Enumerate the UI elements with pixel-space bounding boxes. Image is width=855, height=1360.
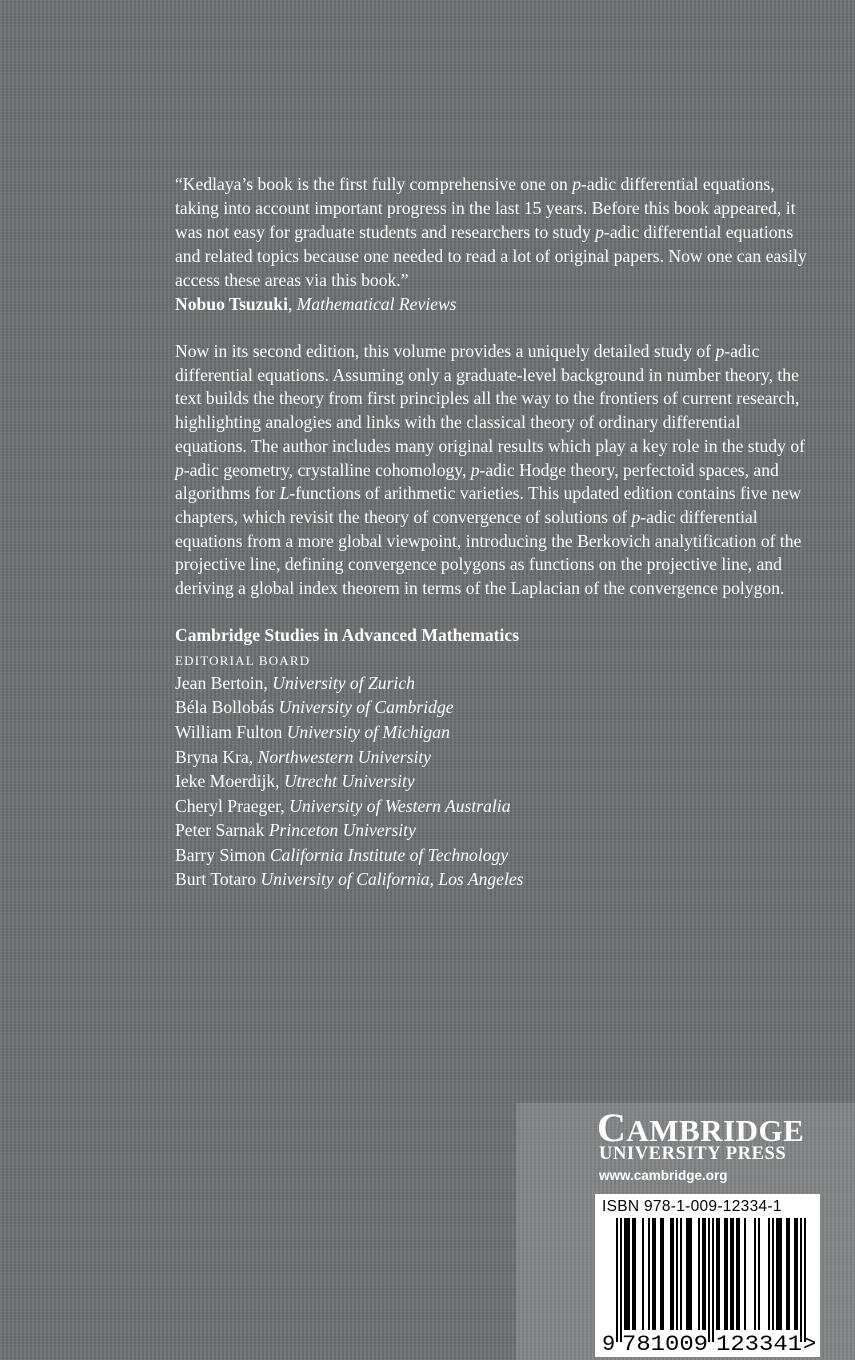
barcode-bar [768, 1218, 770, 1330]
barcode-bar [670, 1218, 672, 1330]
board-member: William Fulton University of Michigan [175, 721, 450, 742]
barcode-bar [620, 1218, 622, 1342]
isbn-label: ISBN 978-1-009-12334-1 [602, 1198, 782, 1215]
barcode-bar [628, 1218, 630, 1330]
barcode-bar [778, 1218, 780, 1330]
publisher-logo-name: CAMBRIDGE [597, 1105, 805, 1150]
barcode-bar [788, 1218, 790, 1330]
barcode-bar [654, 1218, 656, 1330]
barcode-bar [616, 1218, 618, 1342]
barcode-bar [786, 1218, 788, 1330]
barcode-bar [776, 1218, 778, 1330]
isbn-barcode [595, 1194, 820, 1357]
barcode-bar [662, 1218, 664, 1330]
barcode-bar [754, 1218, 756, 1330]
book-description: Now in its second edition, this volume provides a uniquely detailed study of p-adic differential equations. Assuming only a graduate-level background in number theory, the text builds the theory from first principles all the way to the frontiers of current research, highlighting analogies and links with the classical theory of ordinary differential equations. The author includes many original results which play a key role in the study of p-adic geometry, crystalline cohomology, p-adic Hodge theory, perfectoid spaces, and algorithms for L-functions of arithmetic varieties. This updated edition contains five new chapters, which revisit the theory of convergence of solutions of p-adic differential equations from a more global viewpoint, introducing the Berkovich analytification of the projective line, defining convergence polygons as functions on the projective line, and deriving a global index theorem in terms of the Laplacian of the convergence polygon. [175, 341, 805, 599]
barcode-bar [800, 1218, 802, 1342]
barcode-bar [736, 1218, 738, 1330]
barcode-bar [686, 1218, 688, 1330]
barcode-left-digits: 781009 [622, 1332, 708, 1357]
board-member: Barry Simon California Institute of Technology [175, 844, 509, 865]
editorial-board-list [175, 671, 815, 892]
back-cover-text [175, 172, 815, 892]
review-attribution: Nobuo Tsuzuki, Mathematical Reviews [175, 294, 457, 314]
barcode-lead-digit: 9 [602, 1332, 616, 1357]
barcode-bar [648, 1218, 650, 1330]
barcode-graphic [599, 1194, 819, 1357]
barcode-bar [716, 1218, 718, 1330]
barcode-bar [698, 1218, 700, 1330]
publisher-block [516, 1103, 855, 1360]
board-member: Peter Sarnak Princeton University [175, 820, 416, 841]
review-quote: “Kedlaya’s book is the first fully comprehensive one on p-adic differential equations, taking into account important progress in the last 15 years. Before this book appeared, it was not easy for graduate students and researchers to study p-adic differential equations and related topics because one needed to read a lot of original papers. Now one can easily access these areas via this book.” [175, 174, 807, 290]
barcode-bar [712, 1218, 714, 1342]
barcode-bar [688, 1218, 690, 1330]
barcode-bar [732, 1218, 734, 1330]
publisher-subtitle: UNIVERSITY PRESS [599, 1144, 787, 1164]
board-member: Béla Bollobás University of Cambridge [175, 697, 454, 718]
barcode-bar [772, 1218, 774, 1330]
barcode-bar [726, 1218, 728, 1330]
board-member: Burt Totaro University of California, Los Angeles [175, 869, 524, 890]
barcode-bar [708, 1218, 710, 1342]
barcode-bar [634, 1218, 636, 1330]
barcode-bar [804, 1218, 806, 1342]
barcode-bar [632, 1218, 634, 1330]
barcode-bar [660, 1218, 662, 1330]
board-member: Jean Bertoin, University of Zurich [175, 672, 415, 693]
barcode-bar [672, 1218, 674, 1330]
reviewer-name: Nobuo Tsuzuki [175, 294, 288, 314]
barcode-bar [676, 1218, 678, 1330]
barcode-quiet-marker: > [803, 1332, 817, 1357]
board-member: Cheryl Praeger, University of Western Australia [175, 795, 511, 816]
barcode-bar [680, 1218, 682, 1330]
barcode-bar [652, 1218, 654, 1330]
barcode-bars [616, 1218, 806, 1342]
barcode-bar [738, 1218, 740, 1330]
barcode-bar [642, 1218, 644, 1330]
barcode-bar [624, 1218, 626, 1330]
board-member: Ieke Moerdijk, Utrecht University [175, 771, 415, 792]
barcode-bar [744, 1218, 746, 1330]
barcode-bar [724, 1218, 726, 1330]
barcode-bar [758, 1218, 760, 1330]
barcode-bar [794, 1218, 796, 1330]
barcode-bar [730, 1218, 732, 1330]
publisher-url: www.cambridge.org [599, 1168, 728, 1183]
review-source: Mathematical Reviews [296, 294, 457, 314]
series-title: Cambridge Studies in Advanced Mathematics [175, 624, 520, 645]
barcode-bar [626, 1218, 628, 1330]
barcode-bar [704, 1218, 706, 1330]
barcode-bar [796, 1218, 798, 1330]
barcode-bar [780, 1218, 782, 1330]
barcode-right-digits: 123341 [716, 1332, 802, 1357]
barcode-bar [702, 1218, 704, 1330]
barcode-bar [718, 1218, 720, 1330]
editorial-board-heading: EDITORIAL BOARD [175, 652, 311, 668]
board-member: Bryna Kra, Northwestern University [175, 746, 432, 767]
barcode-bar [690, 1218, 692, 1330]
